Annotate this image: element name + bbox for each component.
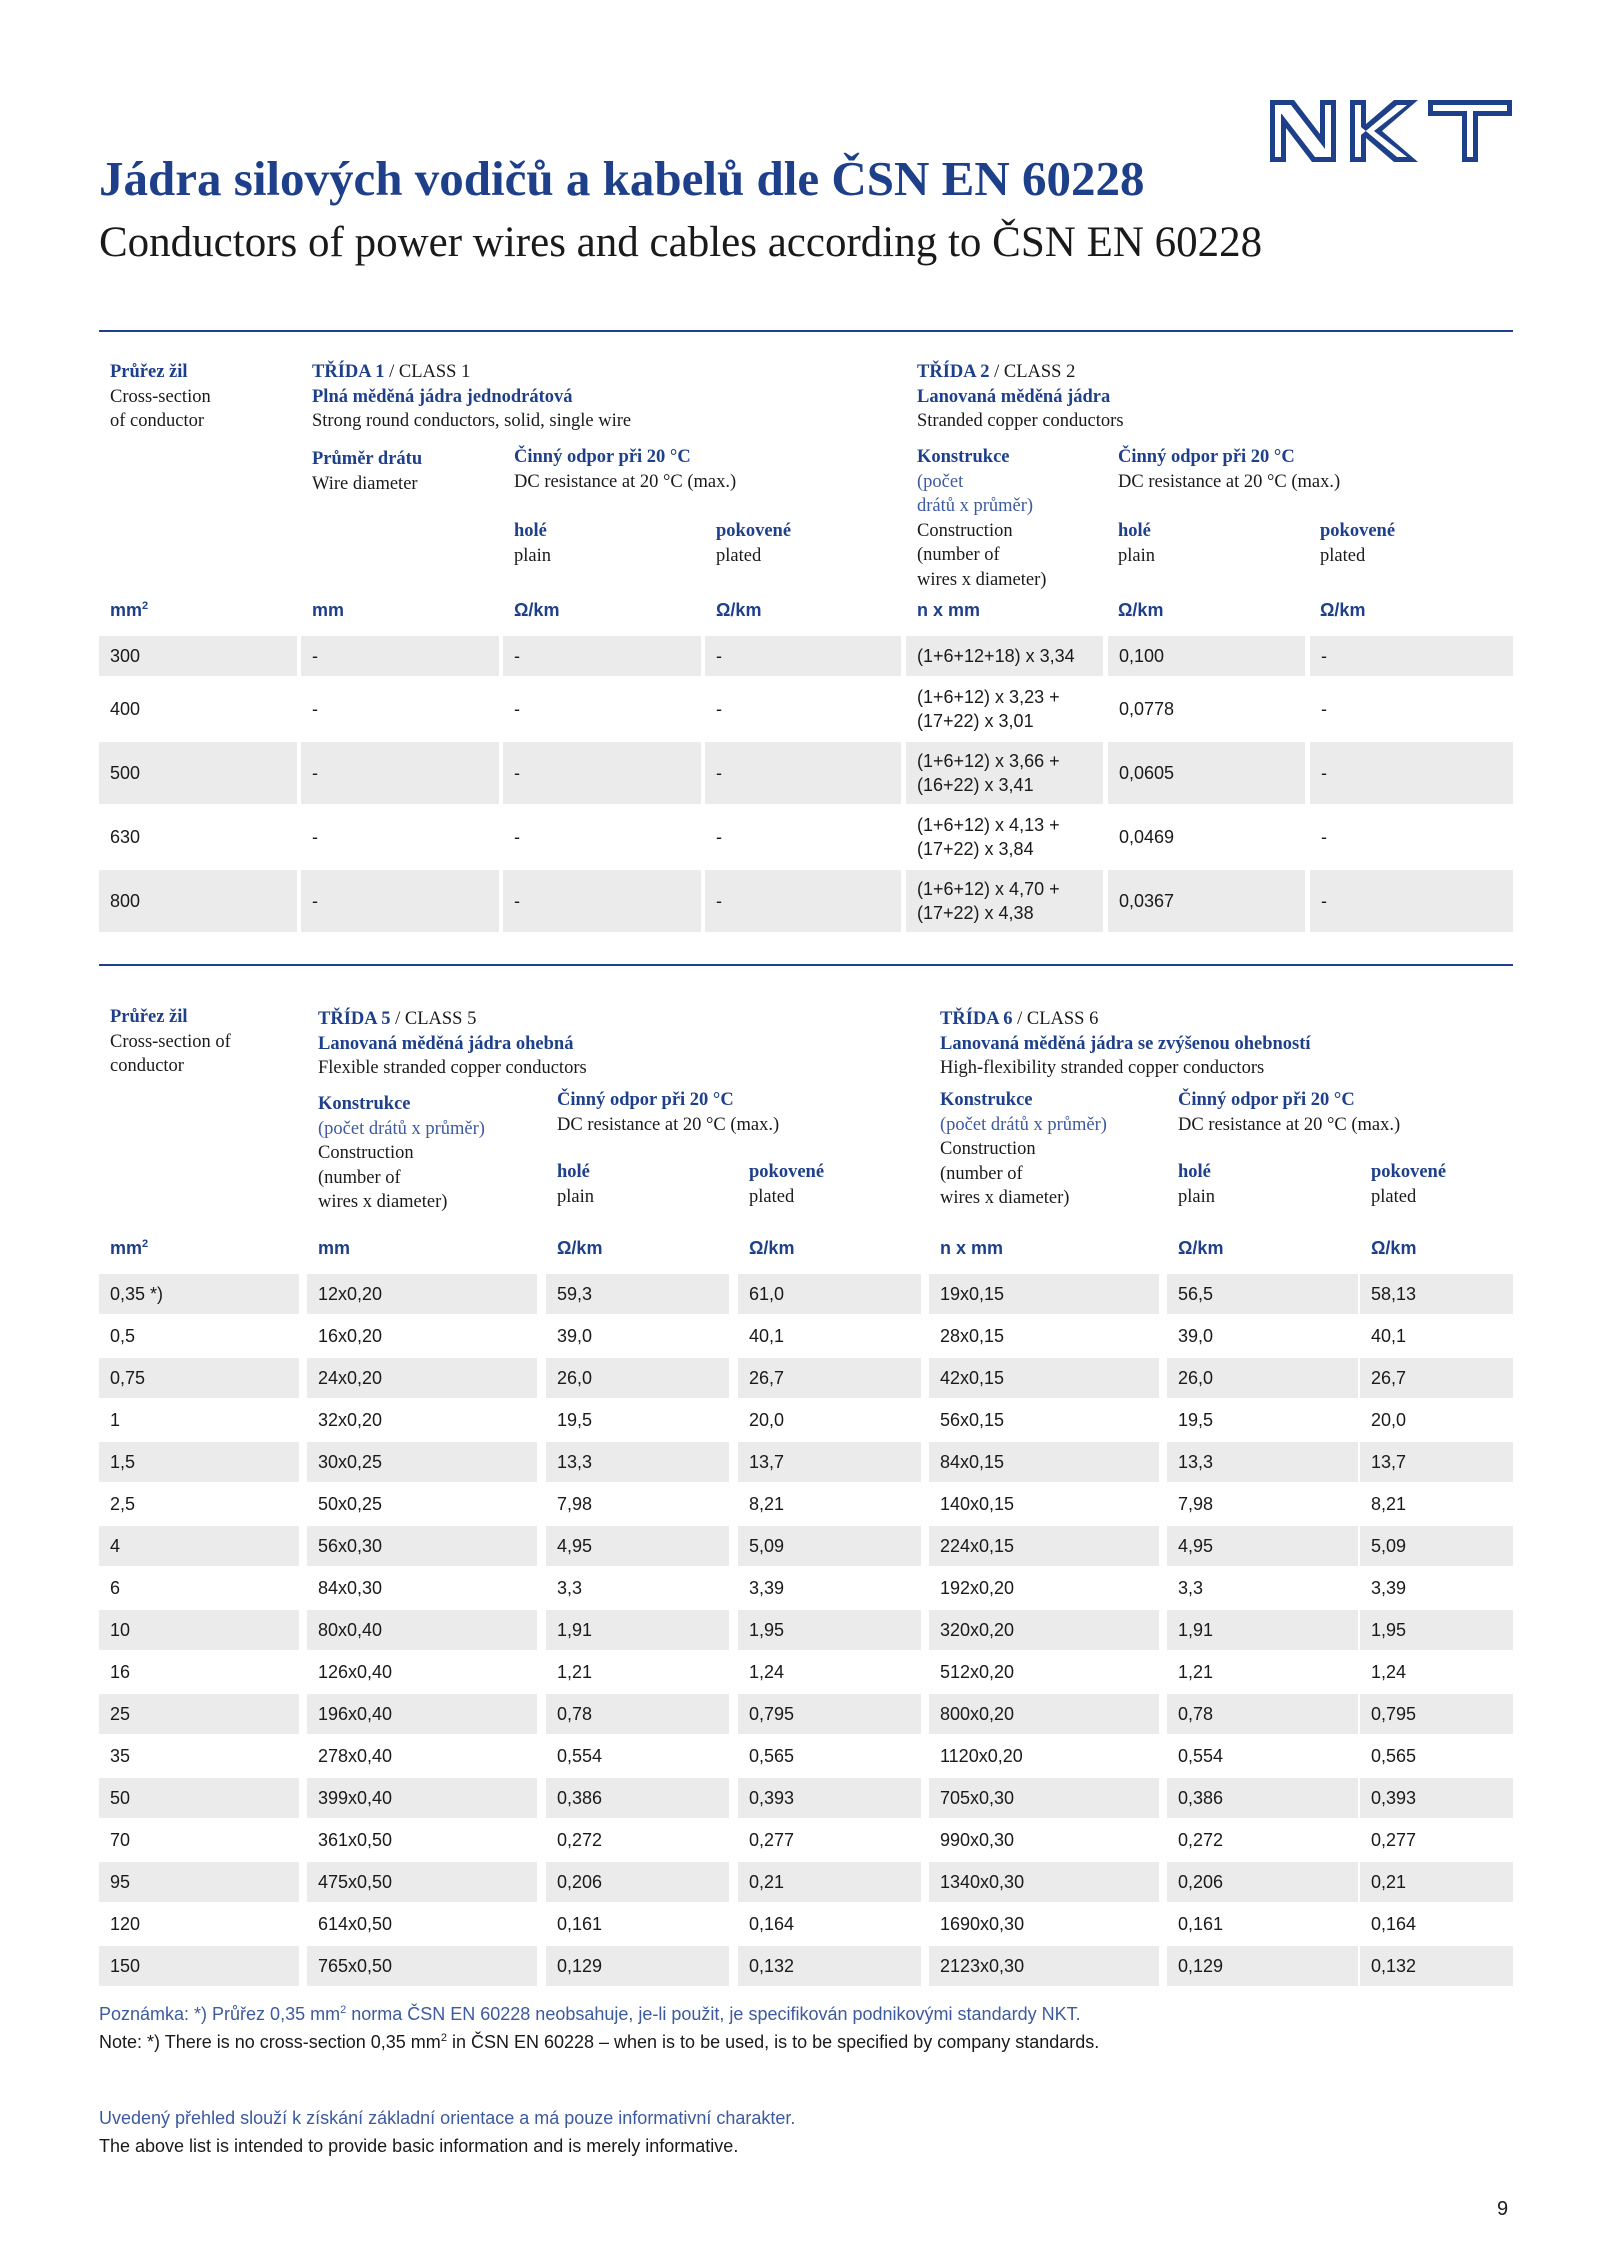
t1-unit-nxmm: n x mm (917, 600, 981, 620)
table-cell: 399x0,40 (307, 1778, 537, 1818)
table-row (99, 1862, 1513, 1902)
table-cell: - (1321, 699, 1327, 719)
table-cell: 512x0,20 (940, 1662, 1015, 1682)
table-cell: 0,164 (1371, 1914, 1417, 1934)
table-cell: (1+6+12) x 4,70 + (17+22) x 4,38 (906, 870, 1103, 932)
table-row (99, 636, 1513, 676)
table-cell: 0,0605 (1108, 742, 1305, 804)
table-cell: 20,0 (1371, 1410, 1407, 1430)
table-cell: 0,78 (546, 1694, 729, 1734)
table-cell: 0,565 (749, 1746, 795, 1766)
t1-resistance-header: Činný odpor při 20 °C DC resistance at 20 °C (max.) (514, 447, 737, 492)
table-cell: 25 (99, 1694, 299, 1734)
table-cell: 300 (99, 636, 297, 676)
table-cell: 320x0,20 (929, 1610, 1159, 1650)
t2-unit-nxmm: n x mm (940, 1238, 1004, 1258)
table-cell: 1,21 (557, 1662, 593, 1682)
t2-construction5-header: Konstrukce (počet drátů x průměr) Construction (number of wires x diameter) (318, 1094, 485, 1212)
t2-resistance6-header: Činný odpor při 20 °C DC resistance at 20 °C (max.) (1178, 1090, 1401, 1135)
table-cell: 0,75 (99, 1358, 299, 1398)
middle-divider (99, 964, 1513, 966)
table-cell: 1 (110, 1410, 121, 1430)
table-cell: 20,0 (749, 1410, 785, 1430)
table-cell: 13,7 (738, 1442, 921, 1482)
table-cell: 0,5 (110, 1326, 136, 1346)
table-cell: 0,132 (1360, 1946, 1513, 1986)
nkt-logo (1270, 100, 1512, 162)
table-cell: 0,554 (1178, 1746, 1224, 1766)
table-cell: 0,206 (546, 1862, 729, 1902)
table-cell: - (301, 742, 499, 804)
table-row (99, 1694, 1513, 1734)
info-en: The above list is intended to provide basic information and is merely informative. (99, 2136, 739, 2156)
table-cell: 800 (99, 870, 297, 932)
t1-unit-mm: mm (312, 600, 345, 620)
table-row (99, 1946, 1513, 1986)
table-cell: 40,1 (1371, 1326, 1407, 1346)
table-cell: 30x0,25 (307, 1442, 537, 1482)
t1-unit-ohm1: Ω/km (514, 600, 560, 620)
table-cell: 0,386 (546, 1778, 729, 1818)
t2-unit-ohm3: Ω/km (1178, 1238, 1224, 1258)
table-row (99, 1778, 1513, 1818)
table-row (99, 1904, 1513, 1944)
table-cell: 5,09 (738, 1526, 921, 1566)
table-cell: 6 (110, 1578, 121, 1598)
t1-unit-ohm2: Ω/km (716, 600, 762, 620)
table-row (99, 1568, 1513, 1608)
table-cell: 0,386 (1167, 1778, 1358, 1818)
table-cell: 3,3 (1178, 1578, 1204, 1598)
table-cell: 70 (110, 1830, 131, 1850)
t2-construction6-header: Konstrukce (počet drátů x průměr) Construction (number of wires x diameter) (940, 1090, 1107, 1208)
table-row (99, 870, 1513, 932)
table-cell: - (1321, 827, 1327, 847)
table-cell: 0,277 (1371, 1830, 1417, 1850)
table-cell: 19,5 (1178, 1410, 1214, 1430)
t1-class1-header: TŘÍDA 1 / CLASS 1 Plná měděná jádra jednodrátová Strong round conductors, solid, single wire (312, 362, 632, 431)
table-cell: 614x0,50 (318, 1914, 393, 1934)
table-cell: (1+6+12) x 3,66 + (16+22) x 3,41 (906, 742, 1103, 804)
table-cell: 0,795 (1360, 1694, 1513, 1734)
table-row (99, 1316, 1513, 1356)
table-cell: (1+6+12) x 4,13 + (17+22) x 3,84 (917, 815, 1060, 859)
table-cell: 28x0,15 (940, 1326, 1005, 1346)
page-number: 9 (1497, 2198, 1509, 2220)
t2-class6-header: TŘÍDA 6 / CLASS 6 Lanovaná měděná jádra se zvýšenou ohebností High-flexibility stranded copper conductors (940, 1009, 1311, 1078)
t2-plain5-header: holé plain (557, 1162, 594, 1207)
table-cell: 13,3 (546, 1442, 729, 1482)
t1-unit-mm2: $mm^2$ (110, 600, 149, 620)
table-cell: 400 (110, 699, 141, 719)
table-cell: 0,272 (1178, 1830, 1224, 1850)
table-cell: 1,95 (1360, 1610, 1513, 1650)
table-row (99, 1484, 1513, 1524)
table-cell: 0,21 (1360, 1862, 1513, 1902)
table-cell: 84x0,30 (318, 1578, 383, 1598)
table-cell: 26,0 (1167, 1358, 1358, 1398)
table-cell: 3,3 (557, 1578, 583, 1598)
page-title: Jádra silových vodičů a kabelů dle ČSN EN 60228 (99, 151, 1145, 206)
footnote-en: Note: *) There is no cross-section 0,35 $mm^2$ in ČSN EN 60228 – when is to be used, is to be specified by company standards. (99, 2032, 1100, 2052)
table-cell: 192x0,20 (940, 1578, 1015, 1598)
table-cell: 0,164 (749, 1914, 795, 1934)
table-cell: 58,13 (1360, 1274, 1513, 1314)
table-cell: 4,95 (1167, 1526, 1358, 1566)
table-cell: 5,09 (1360, 1526, 1513, 1566)
t1-plain2-header: holé plain (1118, 521, 1155, 566)
table-row (99, 678, 1513, 740)
table-cell: 84x0,15 (929, 1442, 1159, 1482)
table-cell: 39,0 (1178, 1326, 1214, 1346)
table-cell: 120 (110, 1914, 141, 1934)
table-cell: - (716, 699, 722, 719)
t1-construction-header: Konstrukce (počet drátů x průměr) Construction (number of wires x diameter) (917, 447, 1047, 590)
table-cell: - (716, 827, 722, 847)
table-cell: 0,393 (738, 1778, 921, 1818)
t1-unit-ohm3: Ω/km (1118, 600, 1164, 620)
table-cell: 0,161 (1178, 1914, 1224, 1934)
table-class1-class2 (99, 636, 1513, 938)
t1-plated2-header: pokovené plated (1320, 521, 1396, 566)
table-row (99, 1442, 1513, 1482)
table-cell: - (503, 870, 701, 932)
table-cell: 59,3 (546, 1274, 729, 1314)
t2-resistance5-header: Činný odpor při 20 °C DC resistance at 20 °C (max.) (557, 1090, 780, 1135)
table-cell: 3,39 (1371, 1578, 1407, 1598)
table-row (99, 1526, 1513, 1566)
table-cell: 16 (110, 1662, 131, 1682)
table-cell: 0,0469 (1119, 827, 1175, 847)
table-cell: - (1310, 636, 1513, 676)
table-cell: 196x0,40 (307, 1694, 537, 1734)
table-cell: 7,98 (1178, 1494, 1214, 1514)
table-cell: 705x0,30 (929, 1778, 1159, 1818)
table-cell: 10 (99, 1610, 299, 1650)
table-cell: 24x0,20 (307, 1358, 537, 1398)
table-cell: - (312, 827, 318, 847)
table-cell: 40,1 (749, 1326, 785, 1346)
table-cell: 1340x0,30 (929, 1862, 1159, 1902)
table-cell: 3,39 (749, 1578, 785, 1598)
t1-resistance2-header: Činný odpor při 20 °C DC resistance at 20 °C (max.) (1118, 447, 1341, 492)
table-cell: 1,24 (1371, 1662, 1407, 1682)
table-cell: 0,35 *) (99, 1274, 299, 1314)
table-cell: 0,129 (1167, 1946, 1358, 1986)
table-class5-class6 (99, 1274, 1513, 1976)
table-row (99, 1736, 1513, 1776)
table-cell: 1690x0,30 (940, 1914, 1025, 1934)
table-cell: - (705, 870, 901, 932)
table-cell: - (503, 742, 701, 804)
table-cell: 4,95 (546, 1526, 729, 1566)
table-cell: 26,0 (546, 1358, 729, 1398)
t1-cross-section-header: Průřez žil Cross-section of conductor (110, 362, 211, 431)
table-cell: 12x0,20 (307, 1274, 537, 1314)
table-cell: 26,7 (738, 1358, 921, 1398)
table-row (99, 1652, 1513, 1692)
table-cell: 1,21 (1178, 1662, 1214, 1682)
t2-class5-header: TŘÍDA 5 / CLASS 5 Lanovaná měděná jádra ohebná Flexible stranded copper conductors (318, 1009, 587, 1078)
table-cell: 56x0,30 (307, 1526, 537, 1566)
table-cell: 0,272 (557, 1830, 603, 1850)
table-row (99, 1610, 1513, 1650)
table-cell: 0,277 (749, 1830, 795, 1850)
table-cell: 61,0 (738, 1274, 921, 1314)
table-cell: 800x0,20 (929, 1694, 1159, 1734)
table-cell: 26,7 (1360, 1358, 1513, 1398)
t2-plated6-header: pokovené plated (1371, 1162, 1447, 1207)
t2-plated5-header: pokovené plated (749, 1162, 825, 1207)
table-cell: 50x0,25 (318, 1494, 383, 1514)
table-cell: 0,554 (557, 1746, 603, 1766)
table-cell: 0,393 (1360, 1778, 1513, 1818)
table-cell: - (514, 827, 520, 847)
table-cell: 126x0,40 (318, 1662, 393, 1682)
table-cell: 2,5 (110, 1494, 136, 1514)
table-cell: 140x0,15 (940, 1494, 1015, 1514)
table-cell: 361x0,50 (318, 1830, 393, 1850)
t2-unit-ohm1: Ω/km (557, 1238, 603, 1258)
table-cell: 8,21 (749, 1494, 785, 1514)
table-cell: 0,0367 (1108, 870, 1305, 932)
table-cell: 765x0,50 (307, 1946, 537, 1986)
table-cell: 0,0778 (1119, 699, 1175, 719)
table-cell: 35 (110, 1746, 131, 1766)
table-cell: 500 (99, 742, 297, 804)
table-row (99, 1400, 1513, 1440)
table-cell: 39,0 (557, 1326, 593, 1346)
table-cell: 19x0,15 (929, 1274, 1159, 1314)
table-cell: 0,21 (738, 1862, 921, 1902)
footnote-cz: Poznámka: *) Průřez 0,35 $mm^2$ norma ČSN EN 60228 neobsahuje, je-li použit, je specifikován podnikovými standardy NKT. (99, 2004, 1081, 2024)
t2-unit-ohm2: Ω/km (749, 1238, 795, 1258)
table-cell: 0,132 (738, 1946, 921, 1986)
table-cell: - (705, 636, 901, 676)
t2-unit-mm: mm (318, 1238, 351, 1258)
table-row (99, 1274, 1513, 1314)
table-cell: 13,3 (1167, 1442, 1358, 1482)
table-cell: - (705, 742, 901, 804)
table-cell: - (1310, 870, 1513, 932)
t1-wire-diameter-header: Průměr drátu Wire diameter (312, 449, 423, 494)
table-cell: (1+6+12) x 3,23 + (17+22) x 3,01 (917, 687, 1060, 731)
table-cell: - (301, 636, 499, 676)
t1-plain-header: holé plain (514, 521, 551, 566)
table-cell: 0,100 (1108, 636, 1305, 676)
table-cell: 1,5 (99, 1442, 299, 1482)
table-cell: 19,5 (557, 1410, 593, 1430)
table-cell: 13,7 (1360, 1442, 1513, 1482)
table-row (99, 806, 1513, 868)
t1-plated-header: pokovené plated (716, 521, 792, 566)
t2-unit-ohm4: Ω/km (1371, 1238, 1417, 1258)
t1-class2-header: TŘÍDA 2 / CLASS 2 Lanovaná měděná jádra Stranded copper conductors (917, 362, 1124, 431)
top-divider (99, 330, 1513, 332)
table-cell: - (503, 636, 701, 676)
table-cell: 56x0,15 (940, 1410, 1005, 1430)
table-cell: 0,161 (557, 1914, 603, 1934)
table-cell: 1120x0,20 (940, 1746, 1023, 1766)
table-cell: 990x0,30 (940, 1830, 1015, 1850)
table-cell: 56,5 (1167, 1274, 1358, 1314)
t2-plain6-header: holé plain (1178, 1162, 1215, 1207)
table-row (99, 742, 1513, 804)
table-cell: - (301, 870, 499, 932)
table-row (99, 1820, 1513, 1860)
table-cell: (1+6+12+18) x 3,34 (906, 636, 1103, 676)
table-cell: 42x0,15 (929, 1358, 1159, 1398)
table-cell: 475x0,50 (307, 1862, 537, 1902)
table-cell: 224x0,15 (929, 1526, 1159, 1566)
table-cell: - (1310, 742, 1513, 804)
t2-cross-section-header: Průřez žil Cross-section of conductor (110, 1007, 231, 1076)
table-cell: 4 (99, 1526, 299, 1566)
table-cell: 0,78 (1167, 1694, 1358, 1734)
table-cell: 0,129 (546, 1946, 729, 1986)
table-cell: 630 (110, 827, 141, 847)
table-cell: 0,565 (1371, 1746, 1417, 1766)
t1-unit-ohm4: Ω/km (1320, 600, 1366, 620)
table-cell: 2123x0,30 (929, 1946, 1159, 1986)
table-cell: 150 (99, 1946, 299, 1986)
t2-unit-mm2: $mm^2$ (110, 1238, 149, 1258)
table-cell: 95 (99, 1862, 299, 1902)
table-cell: - (514, 699, 520, 719)
info-cz: Uvedený přehled slouží k získání základní orientace a má pouze informativní charakter. (99, 2108, 796, 2128)
table-cell: 50 (99, 1778, 299, 1818)
table-cell: 1,91 (546, 1610, 729, 1650)
table-cell: 1,91 (1167, 1610, 1358, 1650)
table-cell: 1,24 (749, 1662, 785, 1682)
table-cell: 8,21 (1371, 1494, 1407, 1514)
table-cell: 1,95 (738, 1610, 921, 1650)
table-cell: 0,206 (1167, 1862, 1358, 1902)
table-cell: - (312, 699, 318, 719)
table-cell: 0,795 (738, 1694, 921, 1734)
table-cell: 7,98 (557, 1494, 593, 1514)
table-cell: 278x0,40 (318, 1746, 393, 1766)
table-row (99, 1358, 1513, 1398)
page-subtitle: Conductors of power wires and cables according to ČSN EN 60228 (99, 219, 1263, 266)
table-cell: 32x0,20 (318, 1410, 383, 1430)
table-cell: 16x0,20 (318, 1326, 383, 1346)
table-cell: 80x0,40 (307, 1610, 537, 1650)
